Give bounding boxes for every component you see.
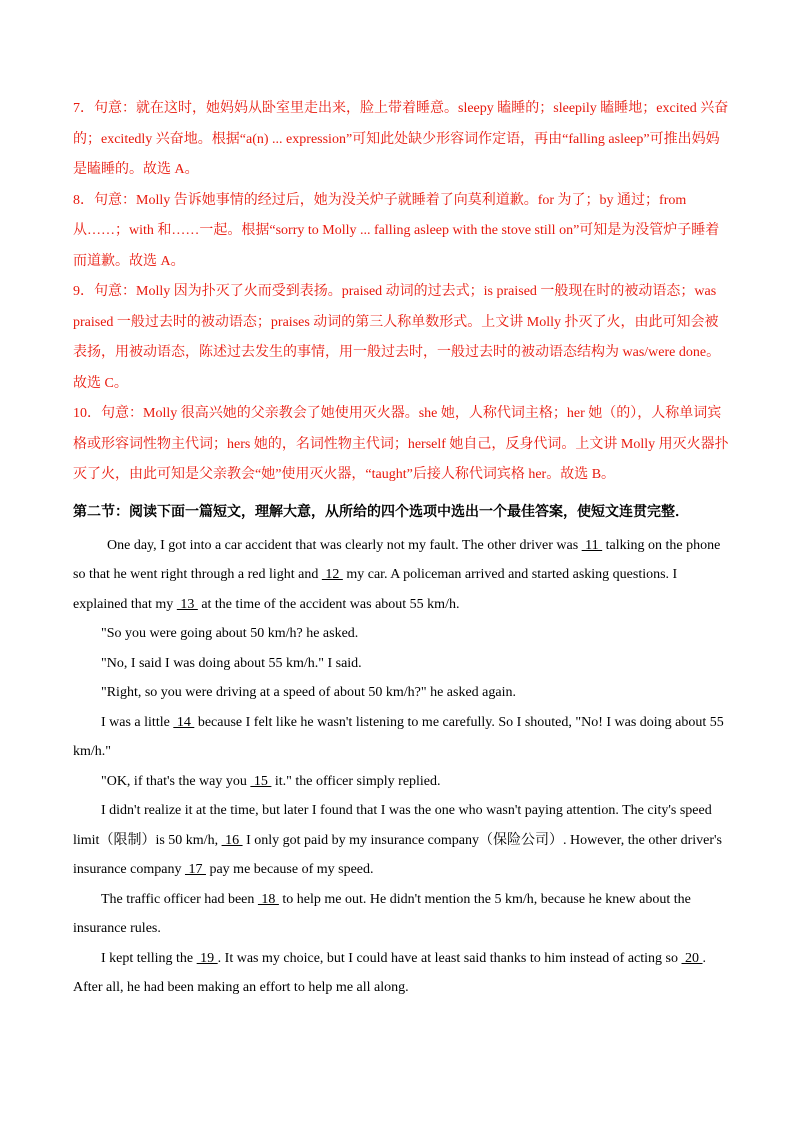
passage-paragraph: "No, I said I was doing about 55 km/h." I said. [101,655,362,671]
blank-12: 12 [321,567,343,582]
passage-paragraph: "Right, so you were driving at a speed of about 50 km/h?" he asked again. [101,685,516,700]
passage-paragraph: I was a little 14 because I felt like he wasn't listening to me carefully. So I shouted, "No! I was doing about 55 km/h." [73,714,724,759]
blank-13: 13 [176,596,198,612]
blank-18: 18 [257,891,279,907]
passage-paragraph: The traffic officer had been 18 to help me out. He didn't mention the 5 km/h, because he knew about the insurance rules. [73,891,691,936]
explanation-10: 10．句意：Molly 很高兴她的父亲教会了她使用灭火器。she 她，人称代词主格；her 她（的），人称单词宾格或形容词性物主代词；hers 她的，名词性物主代词；herself 她自己，反身代词。上文讲 Molly 用灭火器扑灭了火，由此可知是父亲教会“她”使用灭火器，“taught”后接人称代词宾格 her。故选 B。 [73,406,729,482]
answer-explanations [73,94,729,491]
blank-14: 14 [173,714,195,730]
page-content [73,94,729,1003]
explanation-7: 7．句意：就在这时，她妈妈从卧室里走出来，脸上带着睡意。sleepy 瞌睡的；sleepily 瞌睡地；excited 兴奋的；excitedly 兴奋地。根据“a(n) ... expression”可知此处缺少形容词作定语，再由“falling asleep”可推出妈妈是瞌睡的。故选 A。 [73,101,729,177]
passage-paragraph: "OK, if that's the way you 15 it." the officer simply replied. [101,773,441,789]
passage-paragraph: "So you were going about 50 km/h? he asked. [101,626,359,641]
cloze-passage [73,531,729,1003]
blank-17: 17 [184,862,206,877]
passage-paragraph: One day, I got into a car accident that was clearly not my fault. The other driver was 11 talking on the phone so that he went right through a red light and 12 my car. A policeman arrived and started asking questions. I explained that my 13 at the time of the accident was about 55 km/h. [73,537,721,612]
blank-15: 15 [250,773,272,789]
explanation-8: 8．句意：Molly 告诉她事情的经过后，她为没关炉子就睡着了向莫利道歉。for 为了；by 通过；from 从……；with 和……一起。根据“sorry to Molly ... falling asleep with the stove still on”可知是为没管炉子睡着而道歉。故选 A。 [73,192,720,269]
blank-16: 16 [221,832,243,848]
section-title: 第二节：阅读下面一篇短文，理解大意，从所给的四个选项中选出一个最佳答案，使短文连贯完整． [73,503,689,520]
blank-11: 11 [581,537,603,553]
explanation-9: 9．句意：Molly 因为扑灭了火而受到表扬。praised 动词的过去式；is praised 一般现在时的被动语态；was praised 一般过去时的被动语态；praises 动词的第三人称单数形式。上文讲 Molly 扑灭了火，由此可知会被表扬，用被动语态，陈述过去发生的事情，用一般过去时，一般过去时的被动语态结构为 was/were done。故选 C。 [73,284,721,391]
blank-20: 20 [681,950,703,966]
passage-paragraph: I didn't realize it at the time, but later I found that I was the one who wasn't paying attention. The city's speed limit（限制）is 50 km/h, 16 I only got paid by my insurance company（保险公司）. However, the other driver's insurance company 17 pay me because of my speed. [73,803,722,877]
passage-paragraph: I kept telling the 19 . It was my choice, but I could have at least said thanks to him instead of acting so 20 . After all, he had been making an effort to help me all along. [73,950,706,995]
blank-19: 19 [196,950,218,966]
